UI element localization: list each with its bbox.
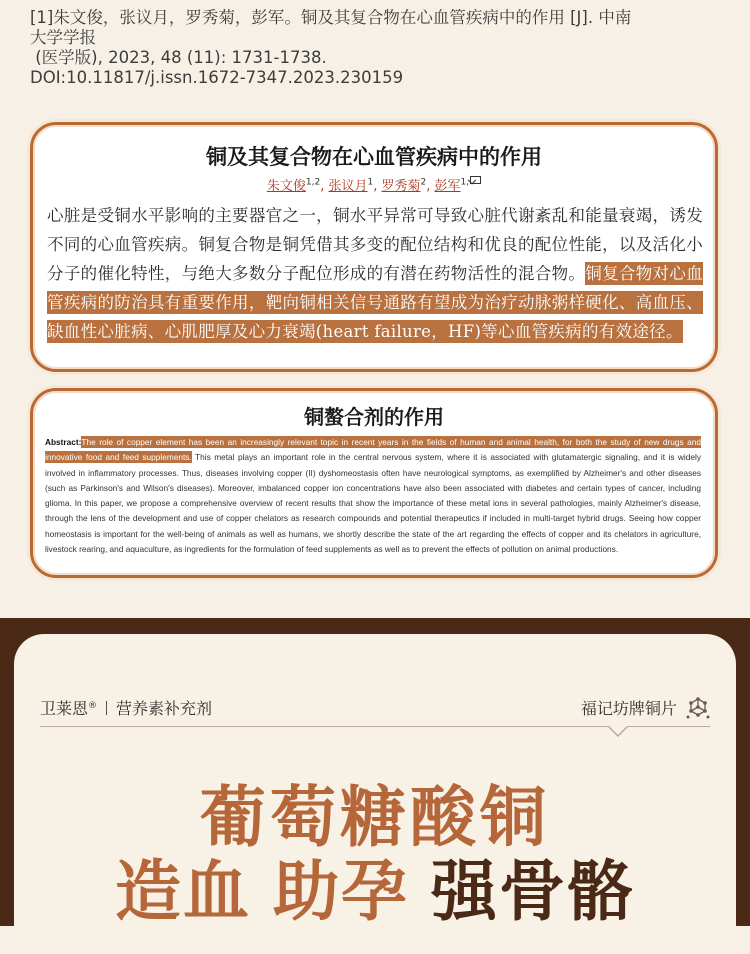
author-name[interactable]: 罗秀菊 [381, 179, 421, 194]
product-category: 营养素补充剂 [116, 699, 213, 718]
hero-benefits [0, 852, 750, 932]
abstract-highlight: The role of copper element has been an increasingly relevant topic in recent years in the fields of human and animal health, for both the study of new drugs and innovative food and feed supplements. [45, 437, 701, 463]
author-affiliation: 2 [420, 177, 427, 188]
registered-mark: ® [88, 701, 98, 711]
author-separator: , [320, 179, 329, 194]
molecule-icon [686, 696, 710, 720]
author-affiliation: 1 [367, 177, 374, 188]
brand-name: 卫莱恩 [40, 699, 89, 718]
citation-line-4: DOI:10.11817/j.issn.1672-7347.2023.230159 [30, 68, 404, 87]
abstract-card [30, 388, 718, 578]
product-name-label [581, 696, 710, 720]
citation-line-3: (医学版), 2023, 48 (11): 1731-1738. [30, 48, 327, 67]
benefit-fertility: 助孕 [273, 853, 409, 930]
body-text: 心脏是受铜水平影响的主要器官之一，铜水平异常可导致心脏代谢紊乱和能量衰竭，诱发不同的心血管疾病。铜复合物是铜凭借其多变的配位结构和优良的配位性能，以及活化小分子的催化特性，与绝大多数分子配位形成的有潜在药物活性的混合物。 [47, 206, 703, 283]
author-affiliation: 1,2 [305, 177, 321, 188]
author-name[interactable]: 朱文俊 [266, 179, 306, 194]
product-name: 福记坊牌铜片 [580, 699, 677, 718]
hero-headline: 葡萄糖酸铜 [200, 779, 550, 856]
abstract-label: Abstract: [45, 437, 82, 447]
brand-divider [106, 701, 107, 715]
benefit-blood: 造血 [115, 853, 251, 930]
author-list [33, 175, 715, 194]
abstract-body [45, 435, 701, 557]
abstract-text: This metal plays an important role in the central nervous system, where it is associated with glutamatergic signaling, and it is widely involved in inflammatory processes. Thus, diseases involving copper (II) dyshomeostasis often have neurological symptoms, as exemplified by Alzheimer's and other diseases (such as Parkinson's and Wilson's diseases). Moreover, imbalanced copper ion concentrations have also been associated with diabetes and certain types of cancer, including glioma. In this paper, we propose a comprehensive overview of recent results that show the importance of these metal ions in several pathologies, mainly Alzheimer's disease, through the lens of the development and use of copper chelators as research compounds and potential therapeutics if included in multi-target hybrid drugs. Seeing how copper homeostasis is important for the well-being of animals as well as humans, we shortly describe the state of the art regarding the effects of copper and its chelators in agriculture, livestock rearing, and aquaculture, as ingredients for the formulation of feed supplements as well as to prevent the effects of pollution on animal productions. [45, 452, 701, 555]
citation-line-2: 大学学报 [30, 28, 96, 47]
brand-label [40, 696, 212, 719]
citation [30, 8, 720, 88]
body-highlight: 铜复合物对心血管疾病的防治具有重要作用，靶向铜相关信号通路有望成为治疗动脉粥样硬化、高血压、缺血性心脏病、心肌肥厚及心力衰竭(heart failure，HF)等心血管疾病的有效途径。 [47, 264, 703, 341]
paper-excerpt-card [30, 122, 718, 372]
paper-title: 铜及其复合物在心血管疾病中的作用 [206, 145, 542, 169]
paper-body [47, 201, 703, 346]
abstract-card-title: 铜螯合剂的作用 [304, 405, 444, 429]
author-separator: , [426, 179, 435, 194]
author-affiliation: 1, [460, 177, 470, 188]
brand-row [40, 696, 710, 722]
author-name[interactable]: 彭军 [434, 179, 461, 194]
mail-icon[interactable] [470, 176, 481, 184]
author-name[interactable]: 张议月 [328, 179, 368, 194]
divider-notch [608, 727, 628, 737]
citation-line-1: [1]朱文俊，张议月，罗秀菊，彭军。铜及其复合物在心血管疾病中的作用 [J]. 中南 [30, 8, 632, 27]
benefit-bones: 强骨骼 [431, 853, 635, 930]
author-separator: , [373, 179, 382, 194]
